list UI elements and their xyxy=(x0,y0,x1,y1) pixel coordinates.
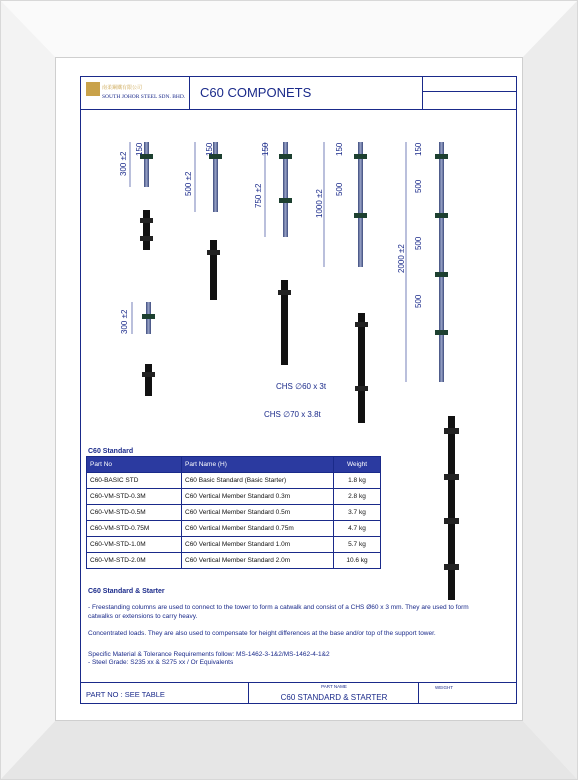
chs-60-label: CHS ∅60 x 3t xyxy=(276,382,327,391)
standard-2.0m-black-drawing xyxy=(442,414,462,604)
part-name-cell xyxy=(249,683,419,704)
part-name-cell: C60 Vertical Member Standard 0.5m xyxy=(182,505,334,521)
table-row xyxy=(87,553,381,569)
dim-label: 2000 ±2 xyxy=(397,244,406,273)
part-name-cell: C60 Vertical Member Standard 0.75m xyxy=(182,521,334,537)
part-name-label: PART NAME xyxy=(321,684,347,689)
basic-starter-black-drawing xyxy=(142,364,155,396)
dim-label: 150 xyxy=(261,142,270,156)
starter-paragraph: Concentrated loads. They are also used to compensate for height differences at the base and/or top of the support tower. xyxy=(88,630,436,637)
dim-label: 150 xyxy=(414,142,423,156)
dim-label: 750 ±2 xyxy=(254,183,263,208)
steel-grade: - Steel Grade: S235 xx & S275 xx / Or Equivalents xyxy=(88,659,234,666)
standard-2.0m-drawing xyxy=(397,142,448,382)
part-no-value: PART NO : SEE TABLE xyxy=(86,690,165,699)
weight-label: WEIGHT xyxy=(435,685,453,690)
standard-0.5m-black-drawing xyxy=(207,240,220,300)
chs-70-label: CHS ∅70 x 3.8t xyxy=(264,410,321,419)
starter-section-title: C60 Standard & Starter xyxy=(88,588,165,595)
column-header: Part Name (H) xyxy=(182,457,334,473)
weight-cell: 2.8 kg xyxy=(334,489,381,505)
dim-label: 150 xyxy=(135,142,144,156)
standard-1.0m-drawing xyxy=(315,142,367,267)
drawing-sheet xyxy=(56,58,522,720)
basic-starter-drawing xyxy=(140,210,153,250)
part-name-cell: C60 Vertical Member Standard 1.0m xyxy=(182,537,334,553)
part-no-cell: C60-VM-STD-0.5M xyxy=(87,505,182,521)
material-requirements: Specific Material & Tolerance Requirements follow: MS-1462-3-1&2/MS-1462-4-1&2 xyxy=(88,651,330,658)
dim-label: 500 ±2 xyxy=(184,171,193,196)
page-title: C60 COMPONETS xyxy=(200,85,312,100)
company-name: SOUTH JOHOR STEEL SDN. BHD. xyxy=(102,94,186,100)
part-name-cell: C60 Basic Standard (Basic Starter) xyxy=(182,473,334,489)
dim-label: 300 ±2 xyxy=(120,309,129,334)
part-no-cell: C60-BASIC STD xyxy=(87,473,182,489)
part-no-cell: C60-VM-STD-0.75M xyxy=(87,521,182,537)
weight-cell: 10.6 kg xyxy=(334,553,381,569)
part-no-cell xyxy=(80,683,249,704)
table-row xyxy=(87,505,381,521)
dim-label: 300 ±2 xyxy=(119,151,128,176)
dim-label: 500 xyxy=(414,179,423,193)
dim-label: 150 xyxy=(205,142,214,156)
table-row xyxy=(87,521,381,537)
part-no-cell: C60-VM-STD-0.3M xyxy=(87,489,182,505)
table-row xyxy=(87,473,381,489)
column-header: Part No xyxy=(87,457,182,473)
dim-label: 500 xyxy=(414,236,423,250)
standard-0.5m-drawing xyxy=(184,142,222,212)
table-row xyxy=(87,537,381,553)
weight-cell: 1.8 kg xyxy=(334,473,381,489)
table-row xyxy=(87,489,381,505)
part-no-cell: C60-VM-STD-1.0M xyxy=(87,537,182,553)
weight-cell: 4.7 kg xyxy=(334,521,381,537)
standard-0.3m-second-drawing xyxy=(120,302,155,334)
dim-label: 500 xyxy=(335,182,344,196)
standard-0.3m-drawing xyxy=(119,142,153,187)
dim-label: 500 xyxy=(414,294,423,308)
standard-0.75m-drawing xyxy=(254,142,292,237)
part-name-value: C60 STANDARD & STARTER xyxy=(280,693,388,702)
weight-cell: 3.7 kg xyxy=(334,505,381,521)
part-name-cell: C60 Vertical Member Standard 0.3m xyxy=(182,489,334,505)
dim-label: 150 xyxy=(335,142,344,156)
dim-label: 1000 ±2 xyxy=(315,189,324,218)
parts-table xyxy=(86,456,381,569)
part-no-cell: C60-VM-STD-2.0M xyxy=(87,553,182,569)
standard-0.75m-black-drawing xyxy=(278,280,291,365)
part-name-cell: C60 Vertical Member Standard 2.0m xyxy=(182,553,334,569)
column-header: Weight xyxy=(334,457,381,473)
starter-paragraph: - Freestanding columns are used to connect to the tower to form a catwalk and consist of a CHS Ø60 x 3 mm. They are used to form catwalks or extensions to carry heavy. xyxy=(88,604,469,620)
weight-cell: 5.7 kg xyxy=(334,537,381,553)
table-header-row xyxy=(87,457,381,473)
standard-1.0m-black-drawing xyxy=(355,313,368,423)
company-sub-name: 南柔鋼鐵有限公司 xyxy=(102,85,143,91)
title-block-footer xyxy=(80,682,517,704)
standard-section-title: C60 Standard xyxy=(88,448,134,455)
